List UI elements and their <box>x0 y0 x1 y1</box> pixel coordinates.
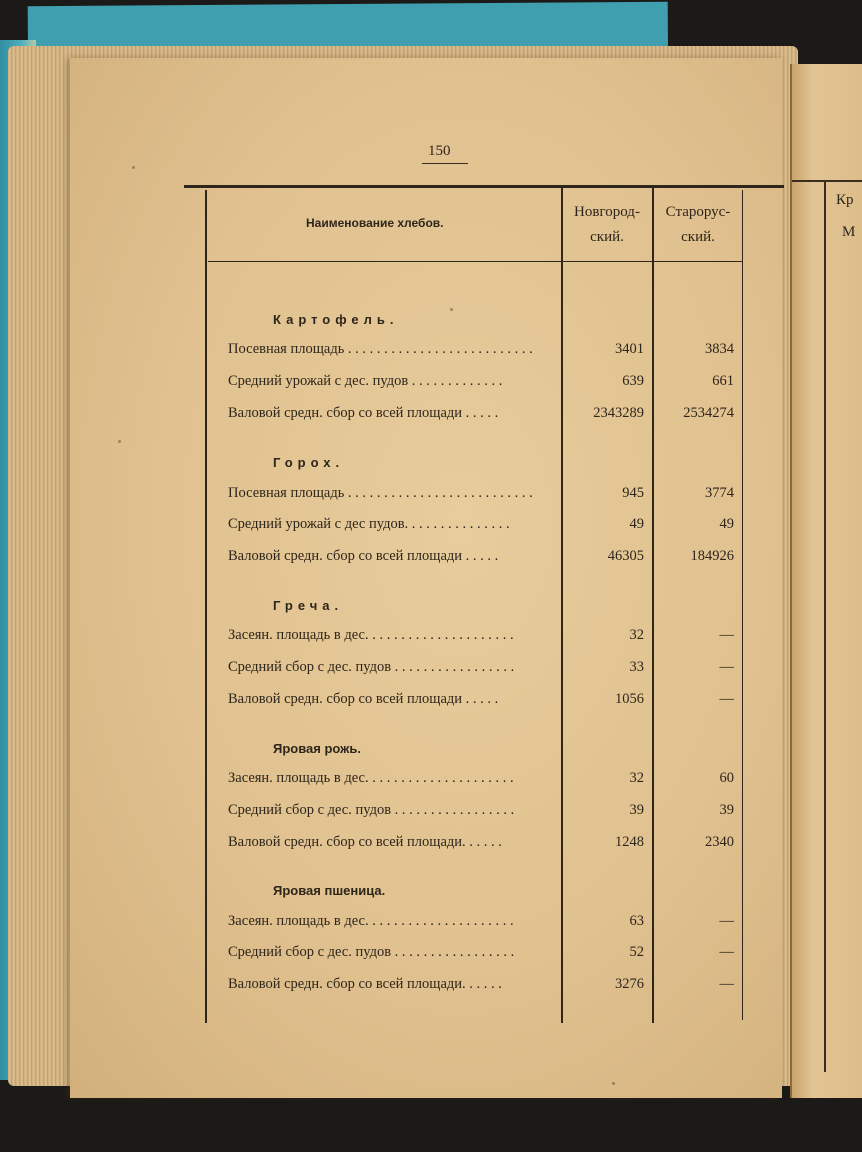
row-label: Средний сбор с дес. пудов . . . . . . . . . . . . . . . . . <box>228 944 515 960</box>
section-title-buckwheat: Греча. <box>273 598 344 613</box>
next-page-header-rule <box>792 180 862 182</box>
page-number-underline <box>422 163 468 164</box>
next-page-fragment-2: М <box>842 224 856 240</box>
header-starorussky <box>656 200 740 250</box>
column-divider-1 <box>561 188 563 1023</box>
paper-speck <box>118 440 121 443</box>
cell-starorussky: 3834 <box>705 341 734 357</box>
header-starorussky-line-1: Старорус- <box>665 204 731 220</box>
cell-starorussky: 2340 <box>705 834 734 850</box>
cell-novgorod: 32 <box>629 770 644 786</box>
cell-novgorod: 52 <box>629 944 644 960</box>
row-label: Валовой средн. сбор со всей площади . . . . . <box>228 691 499 707</box>
row-label: Посевная площадь . . . . . . . . . . . . . . . . . . . . . . . . . . <box>228 485 533 501</box>
cell-starorussky: 49 <box>719 516 734 532</box>
header-starorussky-line-2: ский. <box>681 229 715 245</box>
header-novgorod-line-1: Новгород- <box>574 204 640 220</box>
cell-novgorod: 32 <box>629 627 644 643</box>
table-right-border <box>742 190 743 1020</box>
next-page-column-rule <box>824 182 826 1072</box>
cell-novgorod: 1248 <box>615 834 644 850</box>
section-title-potato: Картофель. <box>273 312 399 327</box>
cell-starorussky: — <box>719 627 734 643</box>
table-left-border <box>205 190 207 1023</box>
paper-speck <box>612 1082 615 1085</box>
row-label: Валовой средн. сбор со всей площади . . . . . <box>228 405 499 421</box>
row-label: Засеян. площадь в дес. . . . . . . . . . . . . . . . . . . . . <box>228 627 514 643</box>
cell-novgorod: 2343289 <box>593 405 644 421</box>
cell-novgorod: 639 <box>622 373 644 389</box>
header-crop-name: Наименование хлебов. <box>306 216 444 230</box>
cell-starorussky: 184926 <box>690 548 734 564</box>
cell-novgorod: 63 <box>629 913 644 929</box>
row-label: Засеян. площадь в дес. . . . . . . . . . . . . . . . . . . . . <box>228 913 514 929</box>
row-label: Валовой средн. сбор со всей площади. . . . . . <box>228 976 502 992</box>
next-page-fragment-1: Кр <box>836 192 854 208</box>
cell-novgorod: 3276 <box>615 976 644 992</box>
section-title-peas: Горох. <box>273 455 345 470</box>
cell-novgorod: 46305 <box>607 548 644 564</box>
table-header-rule <box>208 261 742 262</box>
header-novgorod <box>565 200 649 250</box>
cell-novgorod: 39 <box>629 802 644 818</box>
row-label: Средний сбор с дес. пудов . . . . . . . . . . . . . . . . . <box>228 802 515 818</box>
column-divider-2 <box>652 188 654 1023</box>
section-title-spring-wheat: Яровая пшеница. <box>273 883 386 898</box>
cell-starorussky: 2534274 <box>683 405 734 421</box>
header-novgorod-line-2: ский. <box>590 229 624 245</box>
row-label: Средний сбор с дес. пудов . . . . . . . . . . . . . . . . . <box>228 659 515 675</box>
cell-novgorod: 945 <box>622 485 644 501</box>
cell-starorussky: — <box>719 659 734 675</box>
cell-novgorod: 33 <box>629 659 644 675</box>
cell-starorussky: — <box>719 976 734 992</box>
next-page-edge <box>790 64 862 1098</box>
cell-novgorod: 49 <box>629 516 644 532</box>
cell-starorussky: 39 <box>719 802 734 818</box>
row-label: Валовой средн. сбор со всей площади. . . . . . <box>228 834 502 850</box>
cell-starorussky: — <box>719 944 734 960</box>
row-label: Средний урожай с дес. пудов . . . . . . . . . . . . . <box>228 373 503 389</box>
section-title-spring-rye: Яровая рожь. <box>273 741 362 756</box>
cell-novgorod: 3401 <box>615 341 644 357</box>
page-number: 150 <box>428 143 451 159</box>
cell-starorussky: 60 <box>719 770 734 786</box>
row-label: Средний урожай с дес пудов. . . . . . . . . . . . . . . <box>228 516 510 532</box>
cell-starorussky: 3774 <box>705 485 734 501</box>
cell-novgorod: 1056 <box>615 691 644 707</box>
cell-starorussky: — <box>719 913 734 929</box>
cell-starorussky: — <box>719 691 734 707</box>
paper-speck <box>132 166 135 169</box>
row-label: Засеян. площадь в дес. . . . . . . . . . . . . . . . . . . . . <box>228 770 514 786</box>
paper-speck <box>450 308 453 311</box>
cell-starorussky: 661 <box>712 373 734 389</box>
row-label: Валовой средн. сбор со всей площади . . . . . <box>228 548 499 564</box>
row-label: Посевная площадь . . . . . . . . . . . . . . . . . . . . . . . . . . <box>228 341 533 357</box>
table-top-rule <box>184 185 784 188</box>
